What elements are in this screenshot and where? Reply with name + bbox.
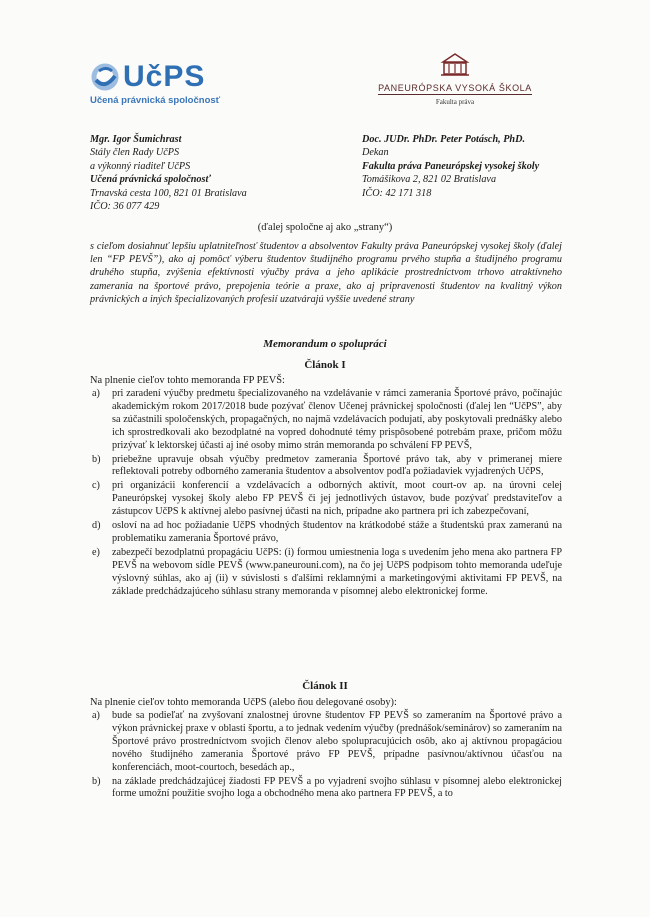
pevs-building-icon — [437, 52, 473, 78]
ucps-logo-subtitle: Učená právnická spoločnosť — [90, 95, 221, 106]
list-item — [90, 480, 562, 519]
list-item-label: a) — [92, 710, 100, 721]
list-item-text: priebežne upravuje obsah výučby predmetov zamerania Športové právo tak, aby v primeranej miere reflektovali potreby odborného zamerania študentov a absolventov podľa požiadaviek vyjadrených UčPS, — [112, 453, 562, 478]
list-item-label: b) — [92, 453, 101, 465]
party-pevs-ico: IČO: 42 171 318 — [362, 187, 432, 199]
list-item — [90, 547, 562, 599]
article-1-intro: Na plnenie cieľov tohto memoranda FP PEVŠ: — [90, 375, 285, 386]
list-item-text: osloví na ad hoc požiadanie UčPS vhodných študentov na krátkodobé stáže a študentskú prax zameranú na problematiku zamerania Športové právo, — [112, 520, 562, 544]
party-ucps-org: Učená právnická spoločnosť — [90, 174, 211, 186]
list-item — [90, 776, 562, 802]
party-ucps — [90, 133, 247, 213]
article-2-heading: Článok II — [302, 680, 348, 692]
list-item-label: e) — [92, 546, 100, 558]
party-ucps-role: Stály člen Rady UčPS — [90, 147, 180, 159]
article-1-heading: Článok I — [304, 359, 346, 371]
article-2-list — [90, 710, 562, 802]
party-ucps-address: Trnavská cesta 100, 821 01 Bratislava — [90, 187, 247, 199]
article-2-intro: Na plnenie cieľov tohto memoranda UčPS (alebo ňou delegované osoby): — [90, 697, 397, 708]
pevs-logo — [355, 52, 555, 112]
list-item — [90, 710, 562, 775]
list-item — [90, 454, 562, 480]
list-item-label: b) — [92, 775, 101, 787]
party-pevs-role: Dekan — [362, 147, 389, 159]
party-pevs-name: Doc. JUDr. PhDr. Peter Potásch, PhD. — [362, 134, 525, 145]
preamble: s cieľom dosiahnuť lepšiu uplatniteľnosť študentov a absolventov Fakulty práva Paneurópskej vysokej školy (ďalej len “FP PEVŠ”), ako aj pomôcť výberu študentov študijného programu prvého stupňa a študijného programu druhého stupňa, zvýšenia efektívnosti výučby práva a jeho aplikácie prostredníctvom trhovo atraktívneho zamerania na športové právo, prepojenia teórie a praxe, ako aj pripravenosti študentov na kvalitný výkon právnických a iných špecializovaných profesií uzatvárajú vyššie uvedené strany — [90, 241, 562, 305]
list-item — [90, 520, 562, 546]
party-pevs — [362, 133, 539, 200]
list-item-text: pri zaradení výučby predmetu špecializovaného na vzdelávanie v rámci zamerania Športové právo, počínajúc akademickým rokom 2017/2018 bude pozývať členov Učenej právnickej spoločnosti (ďalej len “UčPS”, aby sa zúčastnili spoločenských, propagačných, no najmä vzdelávacích podujatí, aby poskytovali prednášky alebo ich sprostredkovali ako bezodplatné na vopred dohodnuté témy prispôsobené potrebám praxe, pričom môžu prizývať k lektorskej účasti aj iné osoby mimo strán memoranda po schválení FP PEVŠ, — [112, 388, 562, 451]
article-1-list — [90, 388, 562, 600]
list-item-label: a) — [92, 388, 100, 399]
jointly-note: (ďalej spoločne aj ako „strany“) — [257, 222, 393, 233]
list-item-text: na základe predchádzajúcej žiadosti FP PEVŠ a po vyjadrení svojho súhlasu v písomnej alebo elektronickej forme umožní použitie svojho loga a obchodného mena ako partnera FP PEVŠ, a to — [112, 775, 562, 800]
document-title: Memorandum o spolupráci — [263, 338, 387, 350]
list-item-text: zabezpečí bezodplatnú propagáciu UčPS: (i) formou umiestnenia loga s uvedením jeho mena ako partnera FP PEVŠ na webovom sídle PEVŠ (www.paneurouni.com), na čo jej UčPS podpisom tohto memoranda udeľuje výslovný súhlas, ako aj (ii) v súvislosti s ďalšími reklamnými a marketingovými aktivitami FP PEVŠ, na základe predchádzajúceho súhlasu strany memoranda v písomnej alebo elektronickej forme. — [112, 546, 562, 597]
pevs-name: PANEURÓPSKA VYSOKÁ ŠKOLA — [378, 83, 532, 93]
pevs-faculty: Fakulta práva — [435, 98, 475, 106]
list-item — [90, 388, 562, 453]
party-ucps-role2: a výkonný riaditeľ UčPS — [90, 160, 191, 172]
ucps-logo — [90, 62, 260, 112]
list-item-text: bude sa podieľať na zvyšovaní znalostnej úrovne študentov FP PEVŠ so zameraním na Športové právo a výkon právnickej praxe v oblasti športu, a to jednak vedením výučby (prednášok/seminárov) so zameraním na Športové právo prostredníctvom svojich členov alebo spolupracujúcich osôb, ako aj aktívnou propagáciou nového študijného zamerania Športové právo FP PEVŠ, prípadne pasívnou/aktívnou účasťou na konferenciách, moot-courtoch, besedách ap., — [112, 710, 562, 773]
party-pevs-address: Tomášikova 2, 821 02 Bratislava — [362, 174, 497, 186]
list-item-label: c) — [92, 480, 100, 492]
list-item-text: pri organizácii konferencií a vzdelávacích a odborných aktivít, moot court-ov ap. na úrovni celej Paneurópskej vysokej školy alebo FP PEVŠ či jej jednotlivých ústavov, bude pozývať predstaviteľov a zástupcov UčPS k aktívnej alebo pasívnej účasti na nich, prípadne ako partnera pri ich zabezpečovaní, — [112, 480, 562, 518]
list-item-label: d) — [92, 520, 101, 532]
party-ucps-name: Mgr. Igor Šumichrast — [90, 134, 182, 145]
ucps-logo-word: UčPS — [123, 60, 206, 93]
party-ucps-ico: IČO: 36 077 429 — [90, 201, 160, 213]
party-pevs-org: Fakulta práva Paneurópskej vysokej školy — [362, 160, 540, 172]
ucps-swirl-icon — [90, 62, 120, 92]
